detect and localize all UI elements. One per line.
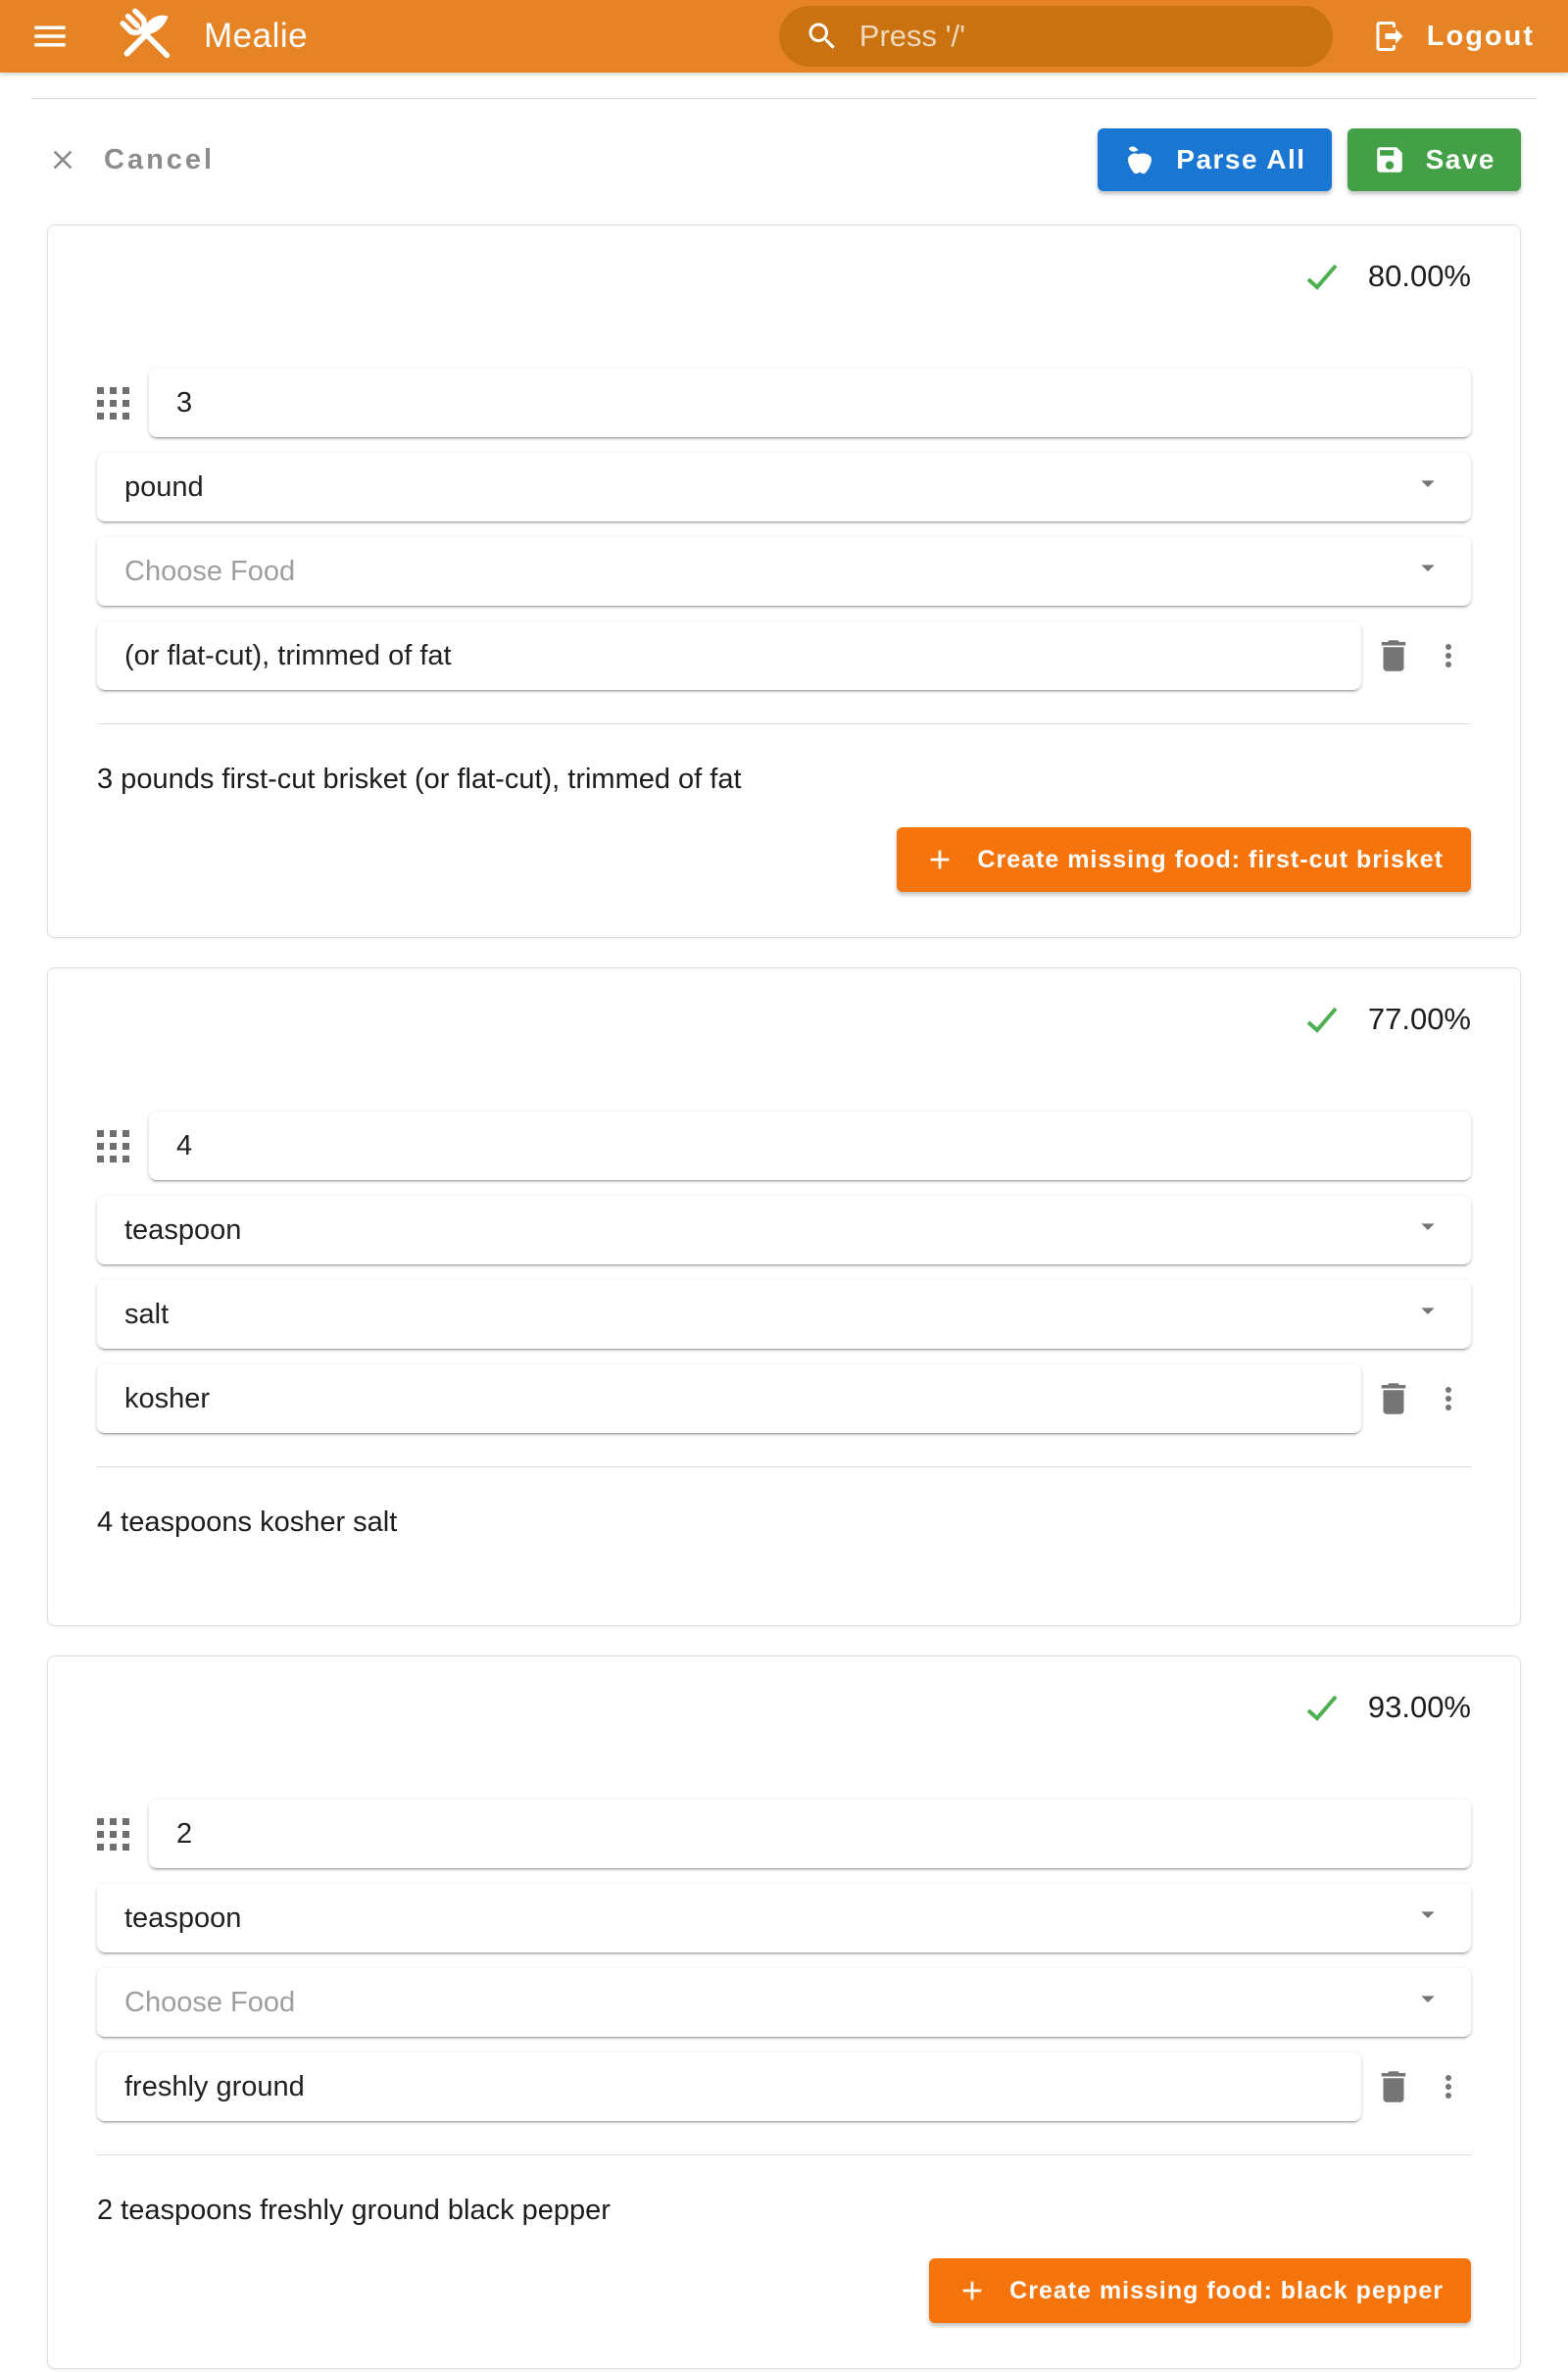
hamburger-menu-icon[interactable] bbox=[29, 16, 71, 57]
save-icon bbox=[1373, 143, 1406, 176]
create-missing-food-label: Create missing food: black pepper bbox=[1009, 2276, 1444, 2304]
note-field[interactable] bbox=[97, 2052, 1361, 2121]
delete-icon[interactable] bbox=[1361, 635, 1426, 676]
check-icon bbox=[1301, 1002, 1343, 1037]
confidence-row bbox=[97, 1002, 1471, 1037]
note-field[interactable] bbox=[97, 1364, 1361, 1433]
drag-handle-icon[interactable] bbox=[97, 1130, 129, 1162]
food-select[interactable] bbox=[97, 1280, 1471, 1349]
parsed-ingredient-text: 2 teaspoons freshly ground black pepper bbox=[97, 2195, 611, 2226]
quantity-input[interactable] bbox=[176, 387, 1444, 420]
apple-icon bbox=[1123, 143, 1156, 176]
parse-all-button[interactable] bbox=[1098, 128, 1331, 191]
quantity-field[interactable] bbox=[149, 1800, 1471, 1868]
mealie-logo-icon bbox=[116, 4, 180, 69]
logout-icon bbox=[1372, 19, 1407, 54]
confidence-value: 80.00% bbox=[1367, 259, 1471, 293]
quantity-row bbox=[97, 369, 1471, 437]
save-button[interactable] bbox=[1348, 128, 1521, 191]
drag-handle-icon[interactable] bbox=[97, 387, 129, 420]
search-icon bbox=[805, 19, 840, 54]
confidence-row bbox=[97, 1690, 1471, 1725]
drag-handle-icon[interactable] bbox=[97, 1818, 129, 1851]
plus-icon bbox=[956, 2275, 988, 2306]
unit-value: pound bbox=[124, 470, 204, 503]
quantity-field[interactable] bbox=[149, 369, 1471, 437]
unit-select[interactable] bbox=[97, 1884, 1471, 1952]
quantity-input[interactable] bbox=[176, 1818, 1444, 1851]
chevron-down-icon bbox=[1412, 468, 1444, 507]
create-missing-food-button[interactable] bbox=[929, 2258, 1471, 2323]
chevron-down-icon bbox=[1412, 1295, 1444, 1334]
app-bar bbox=[0, 0, 1568, 73]
food-placeholder: Choose Food bbox=[124, 555, 296, 587]
quantity-input[interactable] bbox=[176, 1130, 1444, 1162]
cancel-label: Cancel bbox=[104, 143, 216, 175]
note-input[interactable] bbox=[124, 2071, 1334, 2103]
card-divider bbox=[97, 1466, 1471, 1467]
search-bar[interactable] bbox=[779, 6, 1333, 67]
note-row bbox=[97, 621, 1471, 690]
logout-label: Logout bbox=[1426, 20, 1535, 52]
ingredient-card bbox=[47, 1655, 1521, 2369]
create-missing-food-label: Create missing food: first-cut brisket bbox=[977, 845, 1444, 873]
search-input[interactable] bbox=[859, 19, 1307, 54]
plus-icon bbox=[924, 844, 956, 875]
app-title: Mealie bbox=[204, 17, 309, 55]
food-value: salt bbox=[124, 1298, 170, 1330]
unit-value: teaspoon bbox=[124, 1902, 242, 1934]
confidence-row bbox=[97, 259, 1471, 294]
parsed-ingredient-text: 4 teaspoons kosher salt bbox=[97, 1507, 398, 1538]
card-divider bbox=[97, 723, 1471, 724]
confidence-value: 77.00% bbox=[1367, 1002, 1471, 1036]
note-input[interactable] bbox=[124, 640, 1334, 672]
quantity-row bbox=[97, 1800, 1471, 1868]
logout-button[interactable] bbox=[1368, 9, 1539, 64]
parse-all-label: Parse All bbox=[1176, 144, 1306, 174]
note-row bbox=[97, 2052, 1471, 2121]
note-row bbox=[97, 1364, 1471, 1433]
ingredient-card bbox=[47, 967, 1521, 1626]
chevron-down-icon bbox=[1412, 1211, 1444, 1250]
cancel-button[interactable] bbox=[47, 144, 215, 176]
ingredient-card bbox=[47, 224, 1521, 938]
food-placeholder: Choose Food bbox=[124, 1986, 296, 2018]
chevron-down-icon bbox=[1412, 552, 1444, 591]
unit-value: teaspoon bbox=[124, 1213, 242, 1246]
check-icon bbox=[1301, 1690, 1343, 1725]
quantity-row bbox=[97, 1112, 1471, 1180]
header-divider bbox=[31, 98, 1537, 99]
quantity-field[interactable] bbox=[149, 1112, 1471, 1180]
chevron-down-icon bbox=[1412, 1983, 1444, 2022]
check-icon bbox=[1301, 259, 1343, 294]
food-select[interactable] bbox=[97, 1968, 1471, 2037]
more-options-icon[interactable] bbox=[1426, 2069, 1471, 2104]
note-input[interactable] bbox=[124, 1383, 1334, 1415]
create-missing-food-button[interactable] bbox=[897, 827, 1471, 892]
more-options-icon[interactable] bbox=[1426, 638, 1471, 673]
confidence-value: 93.00% bbox=[1367, 1690, 1471, 1724]
parsed-ingredient-text: 3 pounds first-cut brisket (or flat-cut), trimmed of fat bbox=[97, 764, 742, 795]
delete-icon[interactable] bbox=[1361, 1378, 1426, 1419]
delete-icon[interactable] bbox=[1361, 2066, 1426, 2107]
editor-toolbar bbox=[47, 128, 1521, 191]
food-select[interactable] bbox=[97, 537, 1471, 606]
unit-select[interactable] bbox=[97, 1196, 1471, 1264]
unit-select[interactable] bbox=[97, 453, 1471, 521]
note-field[interactable] bbox=[97, 621, 1361, 690]
save-label: Save bbox=[1425, 144, 1495, 174]
chevron-down-icon bbox=[1412, 1899, 1444, 1938]
close-icon bbox=[47, 144, 78, 175]
more-options-icon[interactable] bbox=[1426, 1381, 1471, 1416]
card-divider bbox=[97, 2154, 1471, 2155]
